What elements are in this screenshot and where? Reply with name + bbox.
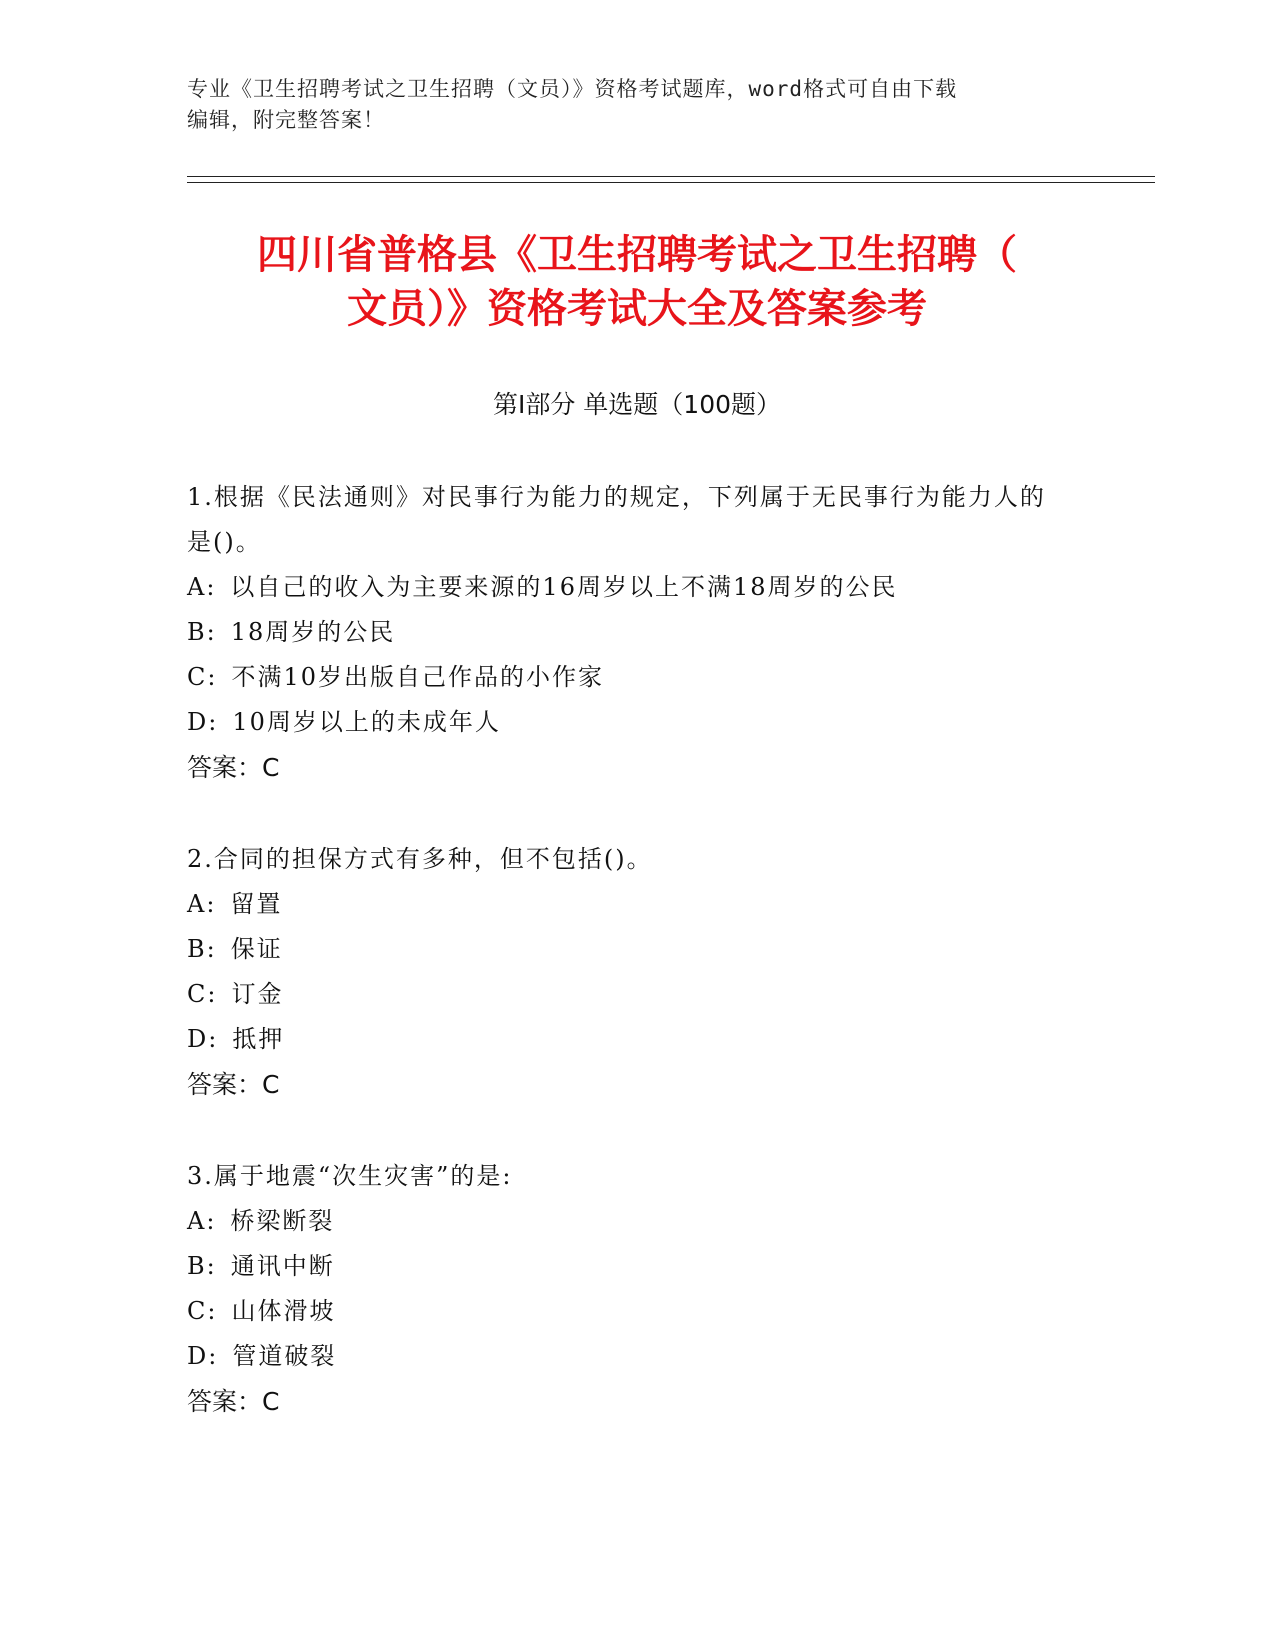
option-b (187, 1244, 1067, 1289)
option-letter: B: (187, 935, 217, 963)
question-stem: 3.属于地震“次生灾害”的是: (187, 1162, 513, 1190)
option-letter: B: (187, 1252, 217, 1280)
option-text: 管道破裂 (232, 1342, 337, 1370)
option-d (187, 1334, 1067, 1379)
option-a (187, 1199, 1067, 1244)
option-b (187, 927, 1067, 972)
option-d (187, 1017, 1067, 1062)
section-title: 第Ⅰ部分 单选题（100题） (492, 390, 782, 419)
option-text: 保证 (230, 935, 283, 963)
question-stem: 2.合同的担保方式有多种，但不包括()。 (187, 845, 653, 873)
answer: 答案：C (187, 1387, 280, 1416)
option-text: 18周岁的公民 (230, 618, 396, 646)
option-a (187, 565, 1067, 610)
option-letter: C: (187, 980, 218, 1008)
question-3 (187, 1154, 1067, 1424)
document-title-line-2: 文员）》资格考试大全及答案参考 (347, 286, 927, 332)
header-note-line-1: 专业《卫生招聘考试之卫生招聘（文员）》资格考试题库，word格式可自由下载 (187, 77, 958, 101)
answer: 答案：C (187, 1070, 280, 1099)
option-text: 订金 (231, 980, 284, 1008)
option-letter: B: (187, 618, 217, 646)
header-divider-top (187, 176, 1155, 177)
option-d (187, 700, 1067, 745)
header-divider-bottom (187, 182, 1155, 183)
option-letter: A: (187, 890, 217, 918)
option-c (187, 1289, 1067, 1334)
option-text: 留置 (230, 890, 283, 918)
option-letter: A: (187, 1207, 217, 1235)
option-text: 桥梁断裂 (230, 1207, 335, 1235)
header-note-line-2: 编辑，附完整答案！ (187, 108, 385, 132)
option-text: 山体滑坡 (231, 1297, 336, 1325)
option-letter: D: (187, 1342, 219, 1370)
option-text: 10周岁以上的未成年人 (232, 708, 501, 736)
option-text: 以自己的收入为主要来源的16周岁以上不满18周岁的公民 (230, 573, 898, 601)
document-title-line-1: 四川省普格县《卫生招聘考试之卫生招聘（ (257, 232, 1017, 278)
document-title (187, 228, 1087, 336)
option-letter: D: (187, 1025, 219, 1053)
option-letter: D: (187, 708, 219, 736)
option-b (187, 610, 1067, 655)
option-letter: A: (187, 573, 217, 601)
option-c (187, 655, 1067, 700)
question-1 (187, 475, 1067, 790)
question-stem: 1.根据《民法通则》对民事行为能力的规定，下列属于无民事行为能力人的是()。 (187, 483, 1046, 556)
answer: 答案：C (187, 753, 280, 782)
option-c (187, 972, 1067, 1017)
option-text: 通讯中断 (230, 1252, 335, 1280)
option-letter: C: (187, 663, 218, 691)
header-note (187, 74, 1087, 136)
option-a (187, 882, 1067, 927)
question-2 (187, 837, 1067, 1107)
option-text: 抵押 (232, 1025, 285, 1053)
option-text: 不满10岁出版自己作品的小作家 (231, 663, 604, 691)
option-letter: C: (187, 1297, 218, 1325)
